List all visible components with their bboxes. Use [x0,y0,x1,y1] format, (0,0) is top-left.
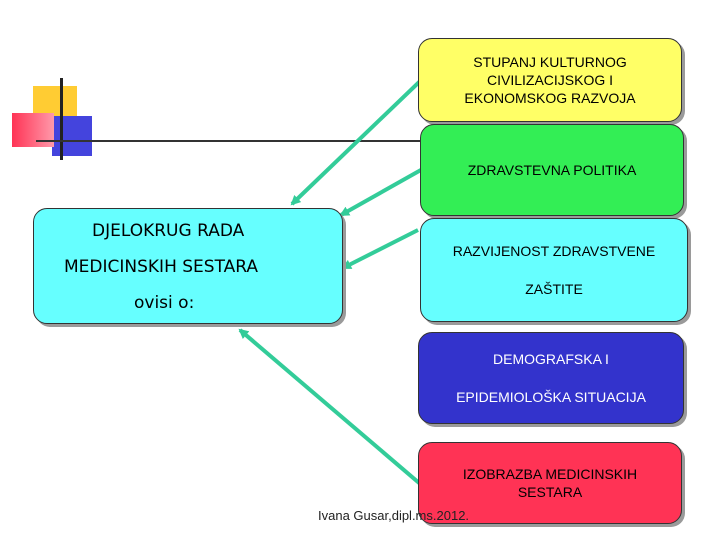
factor-box-1 [418,38,682,122]
arrow-from-factor-5 [240,330,432,494]
factor-3-line-1: RAZVIJENOST ZDRAVSTVENE [452,243,656,259]
arrow-from-factor-3 [343,230,418,268]
footer-author: Ivana Gusar,dipl.ms.2012. [318,508,470,523]
factor-3-line-2: ZAŠTITE [525,281,583,297]
arrow-from-factor-2 [341,166,428,215]
factor-5-line-2: SESTARA [517,484,583,500]
factor-1-line-2: CIVILIZACIJSKOG I [486,72,614,88]
factor-1-line-1: STUPANJ KULTURNOG [473,54,627,70]
factor-box-2 [420,124,684,216]
main-box-line3: ovisi o: [134,293,195,313]
main-box-line1: DJELOKRUG RADA [92,221,245,241]
factor-box-3 [420,218,688,322]
factor-5-line-1: IZOBRAZBA MEDICINSKIH [462,466,638,482]
factor-1-line-3: EKONOMSKOG RAZVOJA [464,90,636,106]
factor-2-line-1: ZDRAVSTEVNA POLITIKA [467,162,637,178]
factor-4-line-1: DEMOGRAFSKA I [493,351,609,367]
factor-box-4 [418,332,684,424]
main-box-line2: MEDICINSKIH SESTARA [64,257,259,277]
factor-4-line-2: EPIDEMIOLOŠKA SITUACIJA [456,389,646,405]
main-box [33,208,343,324]
